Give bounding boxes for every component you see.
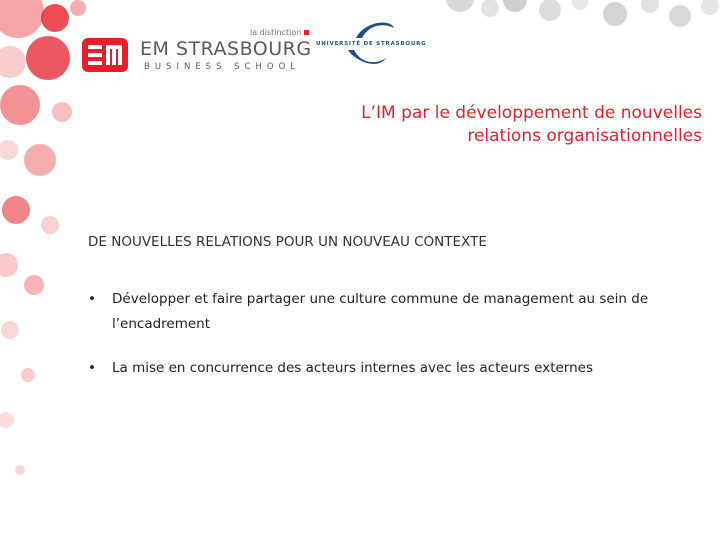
slide-title-line-1: L’IM par le développement de nouvelles (361, 103, 702, 123)
section-heading: DE NOUVELLES RELATIONS POUR UN NOUVEAU CONTEXTE (88, 234, 487, 250)
em-tagline: la distinction (250, 28, 309, 37)
bullet-dot-icon: • (88, 291, 96, 307)
slide-title-line-2: relations organisationnelles (467, 126, 702, 146)
em-logo-mark-icon (82, 38, 128, 72)
decorative-dots-band (0, 0, 90, 540)
bullet-text: La mise en concurrence des acteurs internes avec les acteurs externes (112, 360, 594, 376)
em-strasbourg-logo (82, 28, 312, 80)
university-logo (312, 18, 432, 74)
decorative-grey-dots (420, 0, 720, 30)
bullet-dot-icon: • (88, 360, 96, 376)
em-logo-subtitle: BUSINESS SCHOOL (144, 62, 301, 72)
university-name: UNIVERSITÉ DE STRASBOURG (316, 41, 427, 47)
bullet-item (88, 356, 703, 381)
slide-title (242, 102, 702, 148)
em-logo-name: EM STRASBOURG (140, 38, 312, 60)
bullet-item (88, 287, 703, 337)
tagline-square-icon (304, 30, 309, 35)
bullet-list (88, 287, 703, 400)
bullet-text: Développer et faire partager une culture commune de management au sein de l’encadrement (112, 291, 649, 332)
